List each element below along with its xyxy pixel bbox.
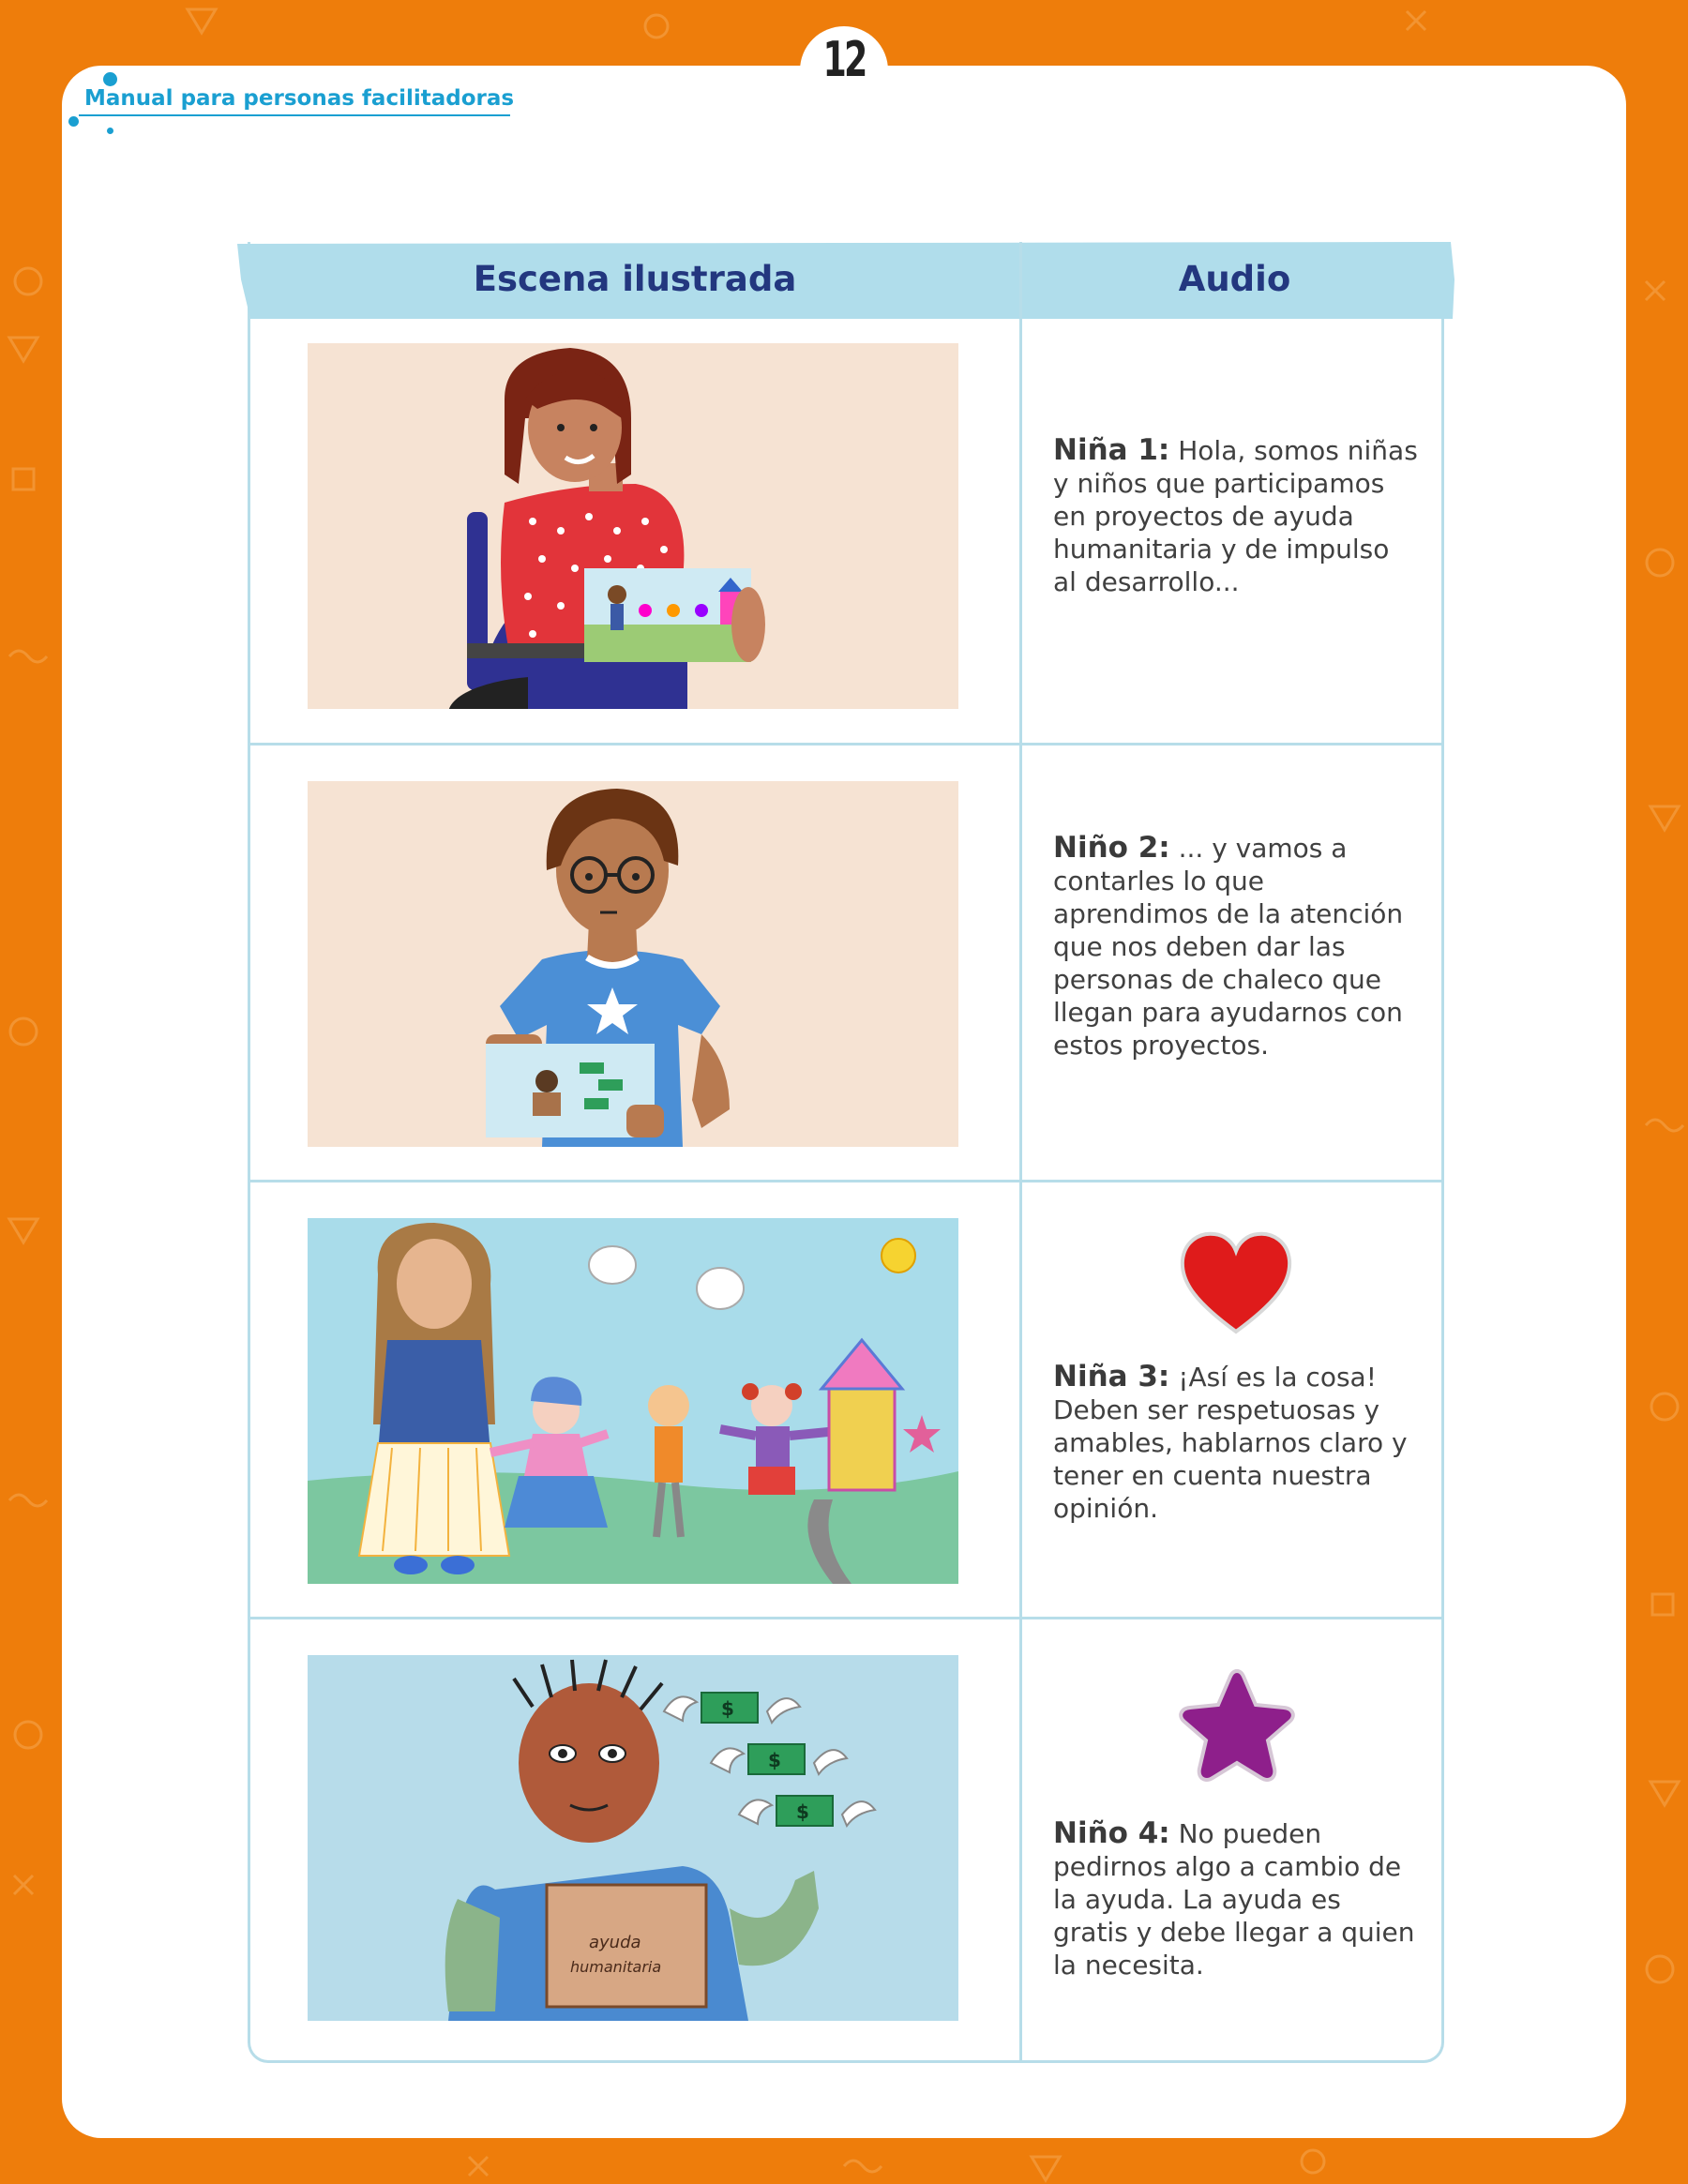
box-label-line2: humanitaria xyxy=(570,1958,662,1976)
audio-text-row-1 xyxy=(1053,434,1419,598)
audio-text-row-4 xyxy=(1053,1817,1419,1981)
speaker-label: Niño 4: xyxy=(1053,1816,1170,1850)
header-underline xyxy=(79,114,510,116)
row-divider xyxy=(250,1617,1441,1619)
audio-column-header: Audio xyxy=(1178,259,1291,299)
money-symbol: $ xyxy=(796,1800,809,1823)
illustration-girl-wheelchair xyxy=(308,343,958,709)
column-divider xyxy=(1019,242,1022,2060)
audio-text-row-2 xyxy=(1053,832,1419,1062)
header-dot xyxy=(103,72,117,86)
money-symbol: $ xyxy=(721,1697,734,1720)
box-label-line1: ayuda xyxy=(589,1933,641,1952)
speaker-label: Niña 1: xyxy=(1053,433,1170,467)
illustration-crayon-man-aid-box xyxy=(308,1655,958,2021)
audio-line: No pueden pedirnos algo a cambio de la ayuda. La ayuda es gratis y debe llegar a quien la necesita. xyxy=(1053,1818,1415,1981)
manual-title: Manual para personas facilitadoras xyxy=(84,86,515,111)
money-symbol: $ xyxy=(768,1749,781,1771)
row-divider xyxy=(250,1180,1441,1182)
audio-text-row-3 xyxy=(1053,1361,1419,1525)
audio-line: ¡Así es la cosa! Deben ser respetuosas y amables, hablarnos claro y tener en cuenta nuestra opinión. xyxy=(1053,1362,1408,1524)
audio-line: Hola, somos niñas y niños que participamos en proyectos de ayuda humanitaria y de impulso al desarrollo... xyxy=(1053,435,1418,597)
illustration-crayon-aid-worker-children xyxy=(308,1218,958,1584)
header-dot xyxy=(68,116,79,127)
scene-column-header: Escena ilustrada xyxy=(473,259,797,299)
speaker-label: Niño 2: xyxy=(1053,831,1170,865)
speaker-label: Niña 3: xyxy=(1053,1360,1170,1393)
star-icon xyxy=(1171,1665,1303,1791)
page-number: 12 xyxy=(822,32,866,88)
heart-icon xyxy=(1179,1230,1293,1335)
header-dot xyxy=(107,128,113,134)
scene-audio-table xyxy=(248,242,1444,2063)
illustration-boy-glasses xyxy=(308,781,958,1147)
audio-line: ... y vamos a contarles lo que aprendimos de la atención que nos deben dar las personas de chaleco que llegan para ayudarnos con estos proyectos. xyxy=(1053,833,1404,1061)
row-divider xyxy=(250,743,1441,746)
